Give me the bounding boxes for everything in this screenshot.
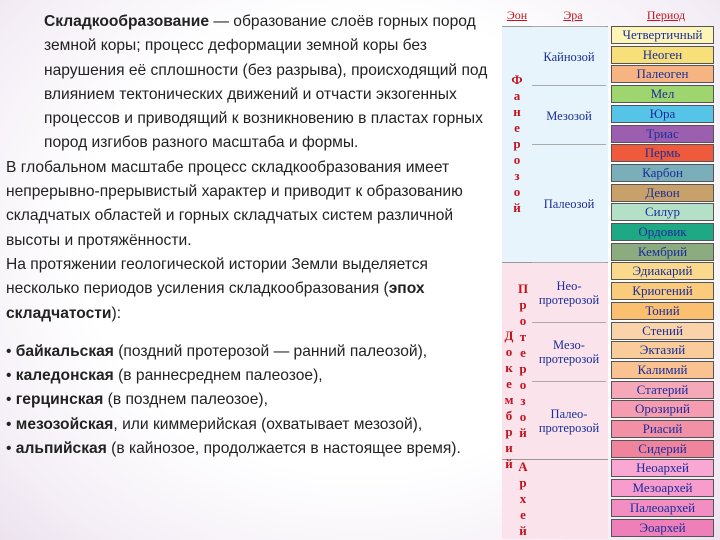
period-cell: Юра bbox=[611, 105, 714, 123]
period-cell: Калимий bbox=[611, 361, 714, 379]
header-period: Период bbox=[646, 8, 686, 22]
period-cell: Триас bbox=[611, 125, 714, 143]
eon-label: П р о т е р о з о й bbox=[517, 280, 529, 440]
text-block bbox=[6, 10, 498, 461]
period-cell: Мезоархей bbox=[611, 479, 714, 497]
bullet-item: • мезозойская, или киммерийская (охватывает мезозой), bbox=[6, 415, 423, 433]
era-cell: Мезозой bbox=[532, 85, 606, 145]
geologic-time-table bbox=[498, 8, 718, 538]
bullet-rest: (в кайнозое, продолжается в настоящее время). bbox=[106, 440, 461, 458]
period-cell: Эоархей bbox=[611, 519, 714, 537]
bullet-bold: мезозойская bbox=[15, 415, 114, 433]
bullet-bold: альпийская bbox=[15, 440, 107, 458]
bullet-rest: (в раннесреднем палеозое), bbox=[113, 367, 323, 385]
period-cell: Неоархей bbox=[611, 459, 714, 477]
header-era: Эра bbox=[563, 8, 583, 22]
period-cell: Сидерий bbox=[611, 440, 714, 458]
global-scale-paragraph: В глобальном масштабе процесс складкообразования имеет непрерывно-прерывистый характер и приводит к образованию складчатых областей и горных складчатых систем различной высоты и протяжённости. bbox=[6, 158, 463, 249]
epochs-intro-paragraph bbox=[6, 253, 498, 326]
period-cell: Палеоген bbox=[611, 65, 714, 83]
period-cell: Риасий bbox=[611, 420, 714, 438]
period-cell: Силур bbox=[611, 203, 714, 221]
eon-label: Д о к е м б р и й bbox=[504, 328, 514, 472]
eon-label: А р х е й bbox=[518, 458, 528, 538]
period-cell: Орозирий bbox=[611, 400, 714, 418]
era-cell: Нео-протерозой bbox=[532, 262, 606, 322]
period-cell: Карбон bbox=[611, 164, 714, 182]
era-cell: Палео-протерозой bbox=[532, 381, 606, 461]
header-eon: Эон bbox=[506, 8, 528, 22]
bullet-bold: герцинская bbox=[15, 391, 104, 409]
period-cell: Стений bbox=[611, 322, 714, 340]
period-cell: Пермь bbox=[611, 144, 714, 162]
bullet-item: • байкальская (поздний протерозой — ранний палеозой), bbox=[6, 342, 428, 360]
period-cell: Эдиакарий bbox=[611, 262, 714, 280]
bullet-rest: , или киммерийская (охватывает мезозой), bbox=[113, 415, 423, 433]
epochs-intro-start: На протяжении геологической истории Земли выделяется несколько периодов усиления складкообразования ( bbox=[6, 255, 428, 298]
period-cell: Статерий bbox=[611, 381, 714, 399]
period-cell: Четвертичный bbox=[611, 26, 714, 44]
period-cell: Мел bbox=[611, 85, 714, 103]
period-cell: Криогений bbox=[611, 282, 714, 300]
bullet-bold: каледонская bbox=[15, 367, 114, 385]
bullet-item: • альпийская (в кайнозое, продолжается в настоящее время). bbox=[6, 440, 461, 458]
bullet-item: • каледонская (в раннесреднем палеозое), bbox=[6, 367, 323, 385]
bullet-rest: (в позднем палеозое), bbox=[103, 391, 268, 409]
epochs-intro-end: ): bbox=[111, 304, 122, 322]
period-cell: Эктазий bbox=[611, 341, 714, 359]
era-cell: Кайнозой bbox=[532, 26, 606, 86]
era-cell: Палеозой bbox=[532, 144, 606, 263]
period-cell: Тоний bbox=[611, 302, 714, 320]
bullet-rest: (поздний протерозой — ранний палеозой), bbox=[113, 342, 428, 360]
era-cell: Мезо-протерозой bbox=[532, 322, 606, 382]
period-cell: Девон bbox=[611, 184, 714, 202]
period-cell: Ордовик bbox=[611, 223, 714, 241]
bullet-item: • герцинская (в позднем палеозое), bbox=[6, 391, 268, 409]
period-cell: Неоген bbox=[611, 46, 714, 64]
period-cell: Палеоархей bbox=[611, 499, 714, 517]
definition-text: — образование слоёв горных пород земной коры; процесс деформации земной коры без нарушения её сплошности (без разрыва), происходящий под влиянием тектонических движений и отчасти экзогенных процессов и приводящий к возникновению в пластах горных пород изгибов разного масштаба и формы. bbox=[44, 13, 488, 152]
definition-paragraph bbox=[6, 10, 498, 156]
period-cell: Кембрий bbox=[611, 243, 714, 261]
bullet-bold: байкальская bbox=[15, 342, 114, 360]
eon-label: Ф а н е р о з о й bbox=[511, 72, 523, 216]
term-skladkoobrazovanie: Складкообразование bbox=[44, 13, 210, 30]
epochs-term: эпох складчатости bbox=[6, 280, 425, 322]
